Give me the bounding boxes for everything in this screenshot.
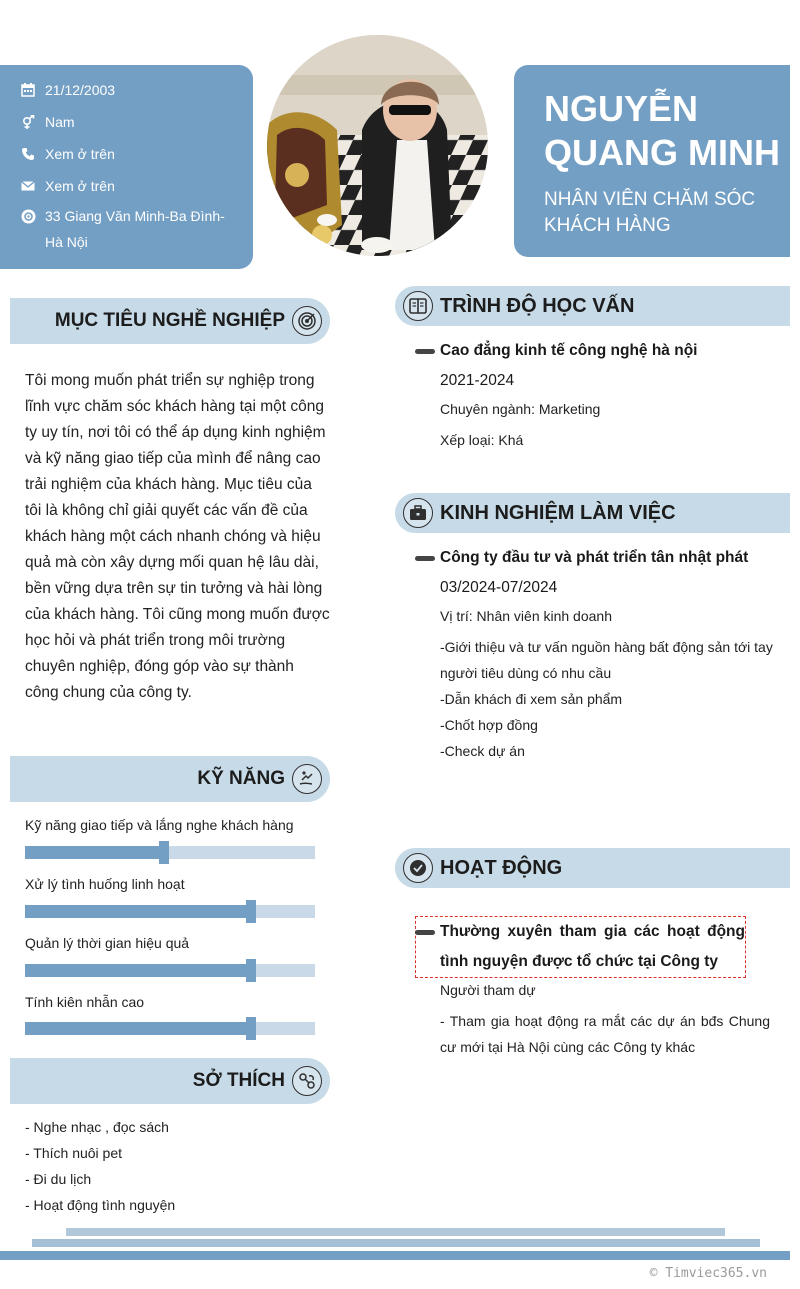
- objective-heading: MỤC TIÊU NGHỀ NGHIỆP: [54, 310, 285, 331]
- full-name-line2: QUANG MINH: [544, 132, 780, 173]
- phone-icon: [20, 146, 36, 162]
- bullet-dash: [415, 556, 435, 561]
- contact-panel: [0, 65, 253, 269]
- experience-heading: KINH NGHIỆM LÀM VIỆC: [440, 502, 676, 524]
- activities-header: [395, 848, 790, 888]
- profile-photo: [267, 35, 488, 256]
- skill-bar: [25, 964, 315, 977]
- skill-icon: [292, 764, 322, 794]
- education-period: 2021-2024: [440, 372, 515, 389]
- hobby-item: - Đi du lịch: [25, 1171, 92, 1187]
- footer-bar: [0, 1251, 790, 1260]
- skill-label: Tính kiên nhẫn cao: [25, 994, 145, 1010]
- bullet-dash: [415, 930, 435, 935]
- contact-email: Xem ở trên: [20, 177, 245, 199]
- experience-duty: -Dẫn khách đi xem sản phẩm: [440, 691, 623, 707]
- skill-bar: [25, 846, 315, 859]
- education-heading: TRÌNH ĐỘ HỌC VẤN: [440, 295, 635, 317]
- experience-duty: -Giới thiệu và tư vấn nguồn hàng bất động sản tới tay người tiêu dùng có nhu cầu: [440, 639, 773, 681]
- education-header: [395, 286, 790, 326]
- activity-description: - Tham gia hoạt động ra mắt các dự án bđs Chung cư mới tại Hà Nội cùng các Công ty khác: [440, 1013, 770, 1055]
- hobby-item: - Thích nuôi pet: [25, 1145, 123, 1161]
- hobby-item: - Hoạt động tình nguyện: [25, 1197, 176, 1213]
- job-title: NHÂN VIÊN CHĂM SÓC KHÁCH HÀNG: [544, 189, 756, 236]
- hobbies-heading: SỞ THÍCH: [192, 1070, 285, 1091]
- full-name-line1: NGUYỄN: [544, 88, 699, 129]
- location-icon: [20, 208, 36, 224]
- calendar-icon: [20, 82, 36, 98]
- activity-title: Thường xuyên tham gia các hoạt động tình nguyện được tổ chức tại Công ty: [440, 923, 745, 970]
- objective-text: Tôi mong muốn phát triển sự nghiệp trong lĩnh vực chăm sóc khách hàng tại một công ty uy tín, nơi tôi có thể áp dụng kinh nghiệm và kỹ năng giao tiếp của mình để nâng cao trải nghiệm của khách hàng. Mục tiêu của tôi là không chỉ giải quyết các vấn đề của khách hàng một cách nhanh chóng và hiệu quả mà còn xây dựng mối quan hệ lâu dài, bền vững dựa trên sự tin tưởng và hài lòng của khách hàng. Tôi cũng mong muốn được học hỏi và phát triển trong môi trường chuyên nghiệp, đóng góp vào sự thành công chung của công ty.: [25, 372, 330, 701]
- hobbies-header: [10, 1058, 330, 1104]
- activity-role: Người tham dự: [440, 982, 536, 998]
- hobby-icon: [292, 1066, 322, 1096]
- contact-gender: Nam: [20, 113, 245, 135]
- school-name: Cao đẳng kinh tế công nghệ hà nội: [440, 342, 698, 359]
- book-icon: [403, 291, 433, 321]
- skill-bar-fill: [25, 1022, 251, 1035]
- skill-label: Kỹ năng giao tiếp và lắng nghe khách hàng: [25, 817, 294, 833]
- bullet-dash: [415, 349, 435, 354]
- company-name: Công ty đầu tư và phát triển tân nhật phát: [440, 549, 749, 566]
- skills-header: [10, 756, 330, 802]
- skill-bar-marker: [159, 841, 169, 864]
- briefcase-icon: [403, 498, 433, 528]
- check-badge-icon: [403, 853, 433, 883]
- hobby-item: - Nghe nhạc , đọc sách: [25, 1119, 169, 1135]
- copyright-text: © Timviec365.vn: [649, 1266, 767, 1281]
- skill-bar-marker: [246, 1017, 256, 1040]
- experience-position: Vị trí: Nhân viên kinh doanh: [440, 608, 612, 624]
- target-icon: [292, 306, 322, 336]
- skills-heading: KỸ NĂNG: [197, 768, 285, 789]
- gender-icon: [20, 114, 36, 130]
- skill-bar-fill: [25, 905, 251, 918]
- skill-bar-fill: [25, 964, 251, 977]
- contact-address: 33 Giang Văn Minh-Ba Đình- Hà Nội: [20, 207, 245, 255]
- experience-period: 03/2024-07/2024: [440, 579, 558, 596]
- activities-heading: HOẠT ĐỘNG: [440, 857, 563, 879]
- mail-icon: [20, 178, 36, 194]
- skill-label: Xử lý tình huống linh hoạt: [25, 876, 185, 892]
- contact-birthdate: 21/12/2003: [20, 81, 245, 103]
- experience-duty: -Chốt hợp đồng: [440, 717, 538, 733]
- skill-bar: [25, 905, 315, 918]
- education-major: Chuyên ngành: Marketing: [440, 401, 601, 417]
- objective-header: [10, 298, 330, 344]
- contact-phone: Xem ở trên: [20, 145, 245, 167]
- experience-duty: -Check dự án: [440, 743, 525, 759]
- skill-bar-marker: [246, 900, 256, 923]
- skill-label: Quản lý thời gian hiệu quả: [25, 935, 190, 951]
- skill-bar-fill: [25, 846, 164, 859]
- footer-bar: [32, 1239, 760, 1247]
- skill-bar-marker: [246, 959, 256, 982]
- skill-bar: [25, 1022, 315, 1035]
- name-panel: [514, 65, 790, 257]
- education-grade: Xếp loại: Khá: [440, 432, 524, 448]
- footer-bar: [66, 1228, 725, 1236]
- experience-header: [395, 493, 790, 533]
